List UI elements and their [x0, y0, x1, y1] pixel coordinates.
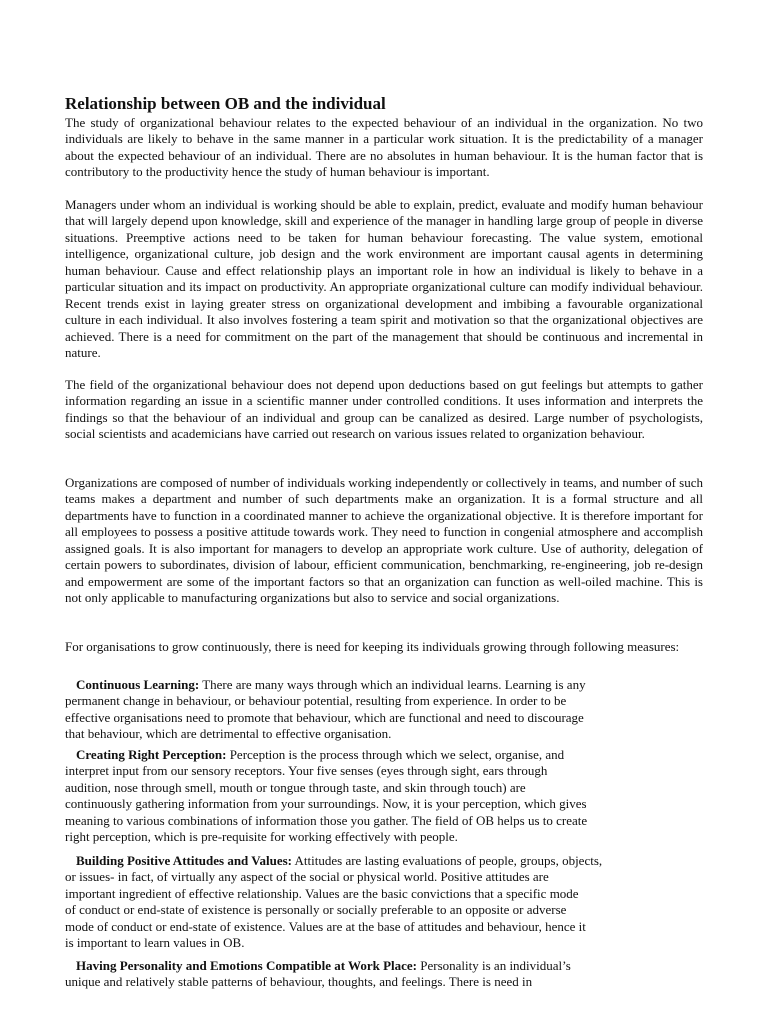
measure-right-perception: Creating Right Perception: Perception is the process through which we select, organise, and interpret input from our sensory receptors. Your five senses (eyes through sight, ears through audition, nose through smell, mouth or tongue through taste, and skin through touch) are continuously gathering information from your surroundings. Now, it is your perception, which gives meaning to various combinations of information those you gather. The field of OB helps us to create right perception, which is pre-requisite for working effectively with people.: [65, 747, 588, 845]
paragraph-2: Managers under whom an individual is working should be able to explain, predict, evaluate and modify human behaviour that will largely depend upon knowledge, skill and experience of the manager in handling large group of people in diverse situations. Preemptive actions need to be taken for human behaviour forecasting. The value system, emotional intelligence, organizational culture, job design and the work environment are important causal agents in determining human behaviour. Cause and effect relationship plays an important role in how an individual is likely to behave in a particular situation and its impact on productivity. An appropriate organizational culture can modify individual behaviour. Recent trends exist in laying greater stress on organizational development and imbibing a favourable organizational culture in each individual. It also involves fostering a team spirit and motivation so that the organizational objectives are achieved. There is a need for commitment on the part of the management that should be continuous and incremental in nature.: [65, 197, 703, 361]
measure-continuous-learning: Continuous Learning: There are many ways through which an individual learns. Learning is any permanent change in behaviour, or behaviour potential, resulting from experience. In order to be effective organisations need to promote that behaviour, which are functional and need to discourage that behaviour, which are detrimental to effective organisation.: [65, 677, 586, 742]
measure-text-part: There are many ways through which an individual learns. Learning is any: [202, 677, 586, 692]
measures-intro: For organisations to grow continuously, there is need for keeping its individuals growing through following measures:: [65, 639, 680, 654]
paragraph-1: The study of organizational behaviour relates to the expected behaviour of an individual in the organization. No two individuals are likely to behave in the same manner in a particular work situation. It is the predictability of a manager about the expected behaviour of an individual. There are no absolutes in human behaviour. It is the human factor that is contributory to the productivity hence the study of human behaviour is important.: [65, 115, 703, 180]
measure-term: Continuous Learning:: [76, 677, 200, 692]
measure-attitudes-values: Building Positive Attitudes and Values: Attitudes are lasting evaluations of people, groups, objects, or issues- in fact, of virtually any aspect of the social or physical world. Positive attitudes are important ingredient of effective relationship. Values are the basic convictions that a specific mode of conduct or end-state of existence is personally or socially preferable to an opposite or adverse mode of conduct or end-state of existence. Values are at the base of attitudes and behaviour, hence it is important to learn values in OB.: [65, 853, 603, 951]
measure-text-part: Attitudes are lasting evaluations of people, groups, objects,: [294, 853, 603, 868]
measure-term: Creating Right Perception:: [76, 747, 227, 762]
measure-personality-emotions: Having Personality and Emotions Compatible at Work Place: Personality is an individual’s unique and relatively stable patterns of behaviour, thoughts, and feelings. There is need in: [65, 958, 571, 990]
paragraph-4: Organizations are composed of number of individuals working independently or collectively in teams, and number of such teams makes a department and number of such departments make an organization. It is a formal structure and all departments have to function in a coordinated manner to achieve the organizational objective. It is therefore important for all employees to possess a positive attitude towards work. They need to function in congenial atmosphere and accomplish assigned goals. It is also important for managers to develop an appropriate work culture. Use of authority, delegation of certain powers to subordinates, division of labour, efficient communication, benchmarking, re-engineering, job re-design and empowerment are some of the important factors so that an organization can function as well-oiled machine. This is not only applicable to manufacturing organizations but also to service and social organizations.: [65, 475, 703, 606]
measure-term: Having Personality and Emotions Compatible at Work Place:: [76, 958, 418, 973]
measure-text-part: Personality is an individual’s: [420, 958, 571, 973]
document-heading: Relationship between OB and the individual: [65, 94, 386, 113]
paragraph-3: The field of the organizational behaviour does not depend upon deductions based on gut feelings but attempts to gather information regarding an issue in a scientific manner under controlled conditions. It uses information and interprets the findings so that the behaviour of an individual and group can be canalized as desired. Large number of psychologists, social scientists and academicians have carried out research on various issues related to organization behaviour.: [65, 377, 703, 442]
measure-term: Building Positive Attitudes and Values:: [76, 853, 292, 868]
measure-text-part: Perception is the process through which we select, organise, and: [229, 747, 565, 762]
